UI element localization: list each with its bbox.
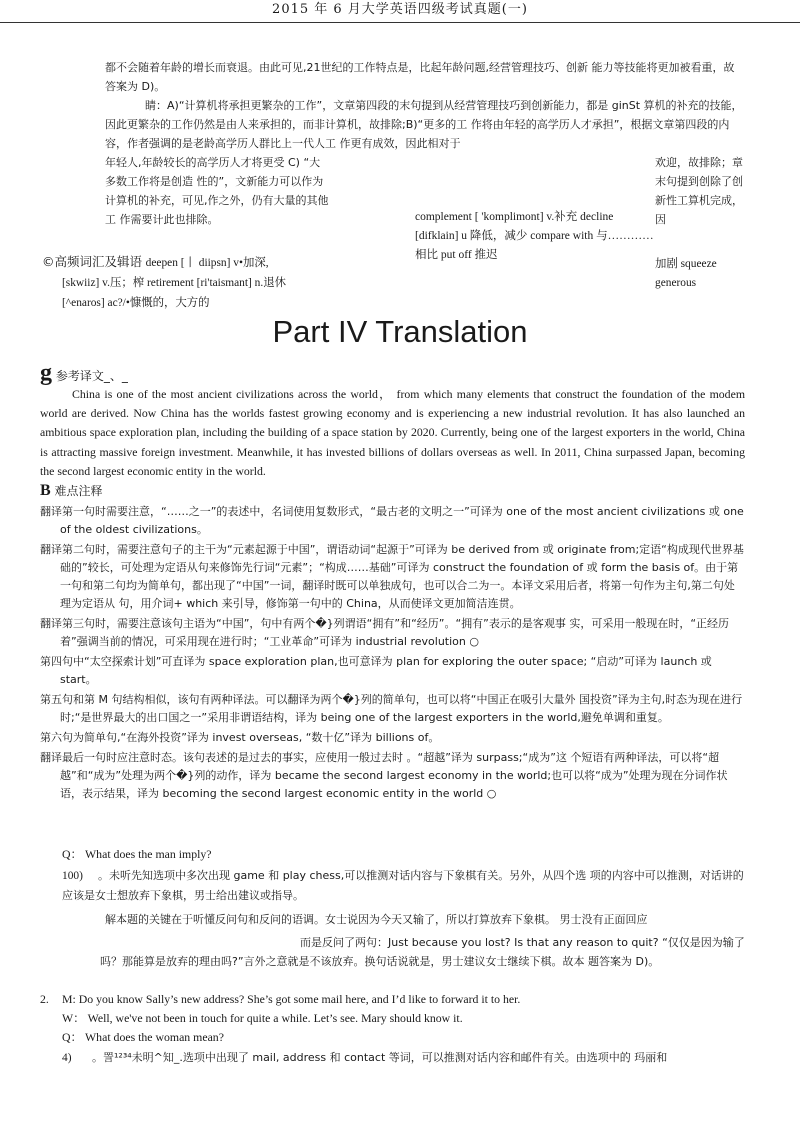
vocab-line-2: [skwiiz] v.压；榨 retirement [ri'taismant] n.退休 [62,277,287,289]
reference-label: 参考译文_、_ [55,369,128,383]
reference-label-row [40,360,128,387]
answer-4-text: 。詈¹²³⁴未明^知_.选项中出现了 mail, address 和 contact 等词，可以推测对话内容和邮件有关。由选项中的 玛丽和 [92,1051,668,1064]
vocab-line-1: deepen [丨 diipsn] v•加深, [145,257,269,269]
right-column-text: 欢迎，故排除；章末句提到创除了创新性工算机完成，因 [655,156,743,226]
note-item-7: 翻译最后一句时应注意时态。该句表述的是过去的事实，应使用一般过去时 。“超越”译为 surpass;“成为”这 个短语有两种译法，可以将“超越”和“成为”处理为两个�}列的动作，译为 became the second largest economy in the world;也可以将“成为”处理为现在分词作状语，表示结果，译为 becoming the second largest economic entity in the world ○ [40,751,728,800]
answer-100-analysis-1: 解本题的关键在于听懂反问句和反问的语调。女士说因为今天又输了，所以打算放弃下象棋。 男士没有正面回应 [105,913,648,926]
vocab-title: ©高频词汇及辑语 [42,254,143,269]
left-column-text: 年轻人,年龄较长的高学历人才将更受 C) “大多数工作将是创造 性的”，文新能力可以作为计算机的补充，可见,作之外，仍有大量的其他工 作需要计此也排除。 [105,156,329,226]
top-paragraph-1: 都不会随着年龄的增长而衰退。由此可见,21世纪的工作特点是，比起年龄问题,经营管理技巧、创新 能力等技能将更加被看重，故答案为 D)。 [105,61,735,93]
answer-100-analysis-2: 而是反问了两句：Just because you lost? Is that any reason to quit? “仅仅是因为输了吗？那能算是放弃的理由吗?”言外之意就是不该放弃。换句话说就是，男士建议女士继续下棋。故本 题答案为 D)。 [100,936,745,968]
question-1: Q： What does the man imply? [62,847,212,861]
item-2-woman-line: W： Well, we've not been in touch for quite a while. Let’s see. Mary should know it. [62,1011,463,1025]
answer-100-text: 。未听先知选项中多次出现 game 和 play chess,可以推测对话内容与下象棋有关。另外，从四个选 项的内容中可以推测，对话讲的应该是女士想放弃下象棋，男士给出建议或指导。 [62,869,744,902]
reference-translation: China is one of the most ancient civilizations across the world， from which many elements that construct the foundation of the modem world are derived. Now China has the worlds fastest growing economy and is experiencing a new industrial revolution. It has also launched an ambitious space exploration plan, including the building of a space station by 2020. Currently, being one of the largest exporters in the world, China is attracting massive foreign investment. Meanwhile, it has invested billions of dollars overseas as well. In 2011, China surpassed Japan, becoming the second largest economic entity in the world. [40,387,745,478]
middle-vocab-column: complement [ 'komplimont] v.补充 decline [difklain] u 降低，减少 compare with 与…………相比 put off 推迟 [415,211,654,261]
item-2-number: 2. [40,992,49,1006]
item-2-dialogue [40,990,745,1047]
note-item-6: 第六句为简单句,“在海外投资”译为 invest overseas, “数十亿”译为 billions of。 [40,731,440,744]
top-paragraph-2: 睛：A)“计算机将承担更繁杂的工作”，文章第四段的末句提到从经营管理技巧到创新能力，都是 ginSt 算机的补充的技能，因此更繁杂的工作仍然是由人来承担的，而非计算机，故排除;B)“更多的工 作将由年轻的高学历人才承担”，根据文章第四段的内容，作者强调的是老龄高学历人群比上一代人工 作更有成效，因此相对于 [105,99,743,150]
part-title: Part IV Translation [272,314,528,349]
reference-mark: g [40,360,52,386]
answer-4-number: 4) [62,1052,72,1064]
right-vocab-column: 加剧 squeeze generous [655,258,717,289]
note-item-5: 第五句和第 M 句结构相似，该句有两种译法。可以翻译为两个�}列的简单句，也可以将“中国正在吸引大量外 国投资”译为主句,时态为现在进行时;“是世界最大的出口国之一”采用非谓语结构，译为 being one of the largest exporters in the world,避免单调和重复。 [40,693,743,724]
item-2-question: Q： What does the woman mean? [62,1030,224,1044]
note-item-4: 第四句中“太空探索计划”可直译为 space exploration plan,也可意译为 plan for exploring the outer space; “启动”可译为 launch 或 start。 [40,655,712,686]
note-item-3: 翻译第三句时，需要注意该句主语为“中国”，句中有两个�}列谓语“拥有”和“经历”。“拥有”表示的是客观事 实，可采用一般现在时，“正经历着”强调当前的情况，可采用现在进行时；“工业革命”可译为 industrial revolution ○ [40,617,730,648]
vocab-section [42,252,372,313]
answer-4 [62,1048,745,1068]
notes-list [40,503,745,805]
item-2-man-line: M: Do you know Sally’s new address? She’s got some mail here, and I’d like to forward it to her. [62,992,521,1006]
answer-100-number: 100) [62,870,83,882]
notes-label: 难点注释 [54,484,103,498]
notes-label-row [40,482,103,500]
note-item-1: 翻译第一句时需要注意，“……之一”的表述中，名词使用复数形式，“最古老的文明之一”可译为 one of the most ancient civilizations 或 one of the oldest civilizations。 [40,505,744,536]
vocab-line-3: [^enaros] ac?/•慷慨的，大方的 [62,297,210,309]
header-title: 2015 年 6 月大学英语四级考试真题(一) [272,2,528,17]
answer-100 [62,866,745,905]
page-header [0,0,800,23]
note-item-2: 翻译第二句时，需要注意句子的主干为“元素起源于中国”，谓语动词“起源于”可译为 be derived from 或 originate from;定语“构成现代世界基础的”较长，可处理为定语从句来修饰先行词“元素”；“构成……基础”可译为 construct the foundation of 或 form the basis of。由于第一句和第二句均为简单句，都出现了“中国”一词，翻译时既可以单独成句，也可以合二为一。本译文采用后者，将第一句作为主句,第二句处理为定语从 句，用介词+ which 来引导，修饰第一句中的 China，从而使译文更加简洁连贯。 [40,543,744,610]
notes-mark: B [40,482,51,499]
